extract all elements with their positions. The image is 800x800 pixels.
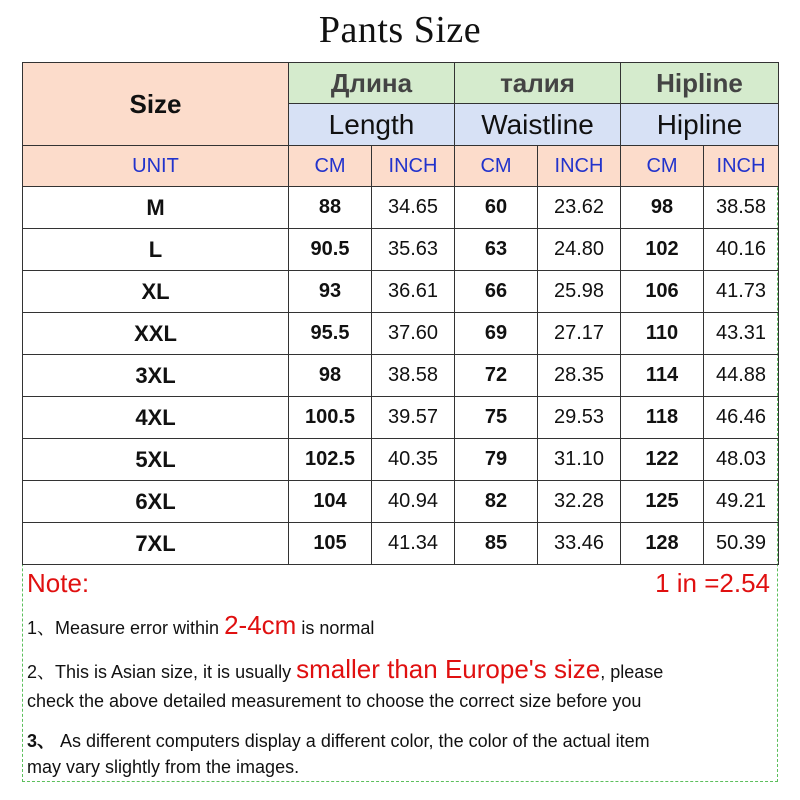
table-row: [23, 523, 779, 565]
unit-cell: CM: [621, 146, 704, 187]
size-cell: 7XL: [23, 523, 289, 565]
inch-cell: 32.28: [538, 481, 621, 523]
note-1-highlight: 2-4cm: [224, 610, 297, 640]
inch-cell: 25.98: [538, 271, 621, 313]
inch-cell: 48.03: [704, 439, 779, 481]
cm-cell: 63: [455, 229, 538, 271]
cm-cell: 102: [621, 229, 704, 271]
cm-cell: 98: [621, 187, 704, 229]
cm-cell: 110: [621, 313, 704, 355]
cm-cell: 72: [455, 355, 538, 397]
cm-cell: 98: [289, 355, 372, 397]
cm-cell: 88: [289, 187, 372, 229]
cm-cell: 85: [455, 523, 538, 565]
unit-row: [23, 146, 779, 187]
cm-cell: 128: [621, 523, 704, 565]
note-2-highlight: smaller than Europe's size: [296, 654, 601, 684]
table-row: [23, 439, 779, 481]
note-2-prefix: 2、This is Asian size, it is usually: [27, 662, 297, 682]
length-header-en: Length: [289, 104, 455, 146]
cm-cell: 122: [621, 439, 704, 481]
note-2-line-2: check the above detailed measurement to choose the correct size before you: [27, 691, 642, 711]
inch-cell: 27.17: [538, 313, 621, 355]
inch-cell: 33.46: [538, 523, 621, 565]
page-title: Pants Size: [318, 9, 482, 51]
cm-cell: 82: [455, 481, 538, 523]
size-cell: XL: [23, 271, 289, 313]
inch-cell: 40.16: [704, 229, 779, 271]
size-cell: XXL: [23, 313, 289, 355]
waist-header-en: Waistline: [455, 104, 621, 146]
size-cell: 6XL: [23, 481, 289, 523]
table-row: [23, 313, 779, 355]
size-table: [22, 62, 779, 565]
note-1-suffix: is normal: [296, 618, 375, 638]
inch-cell: 50.39: [704, 523, 779, 565]
cm-cell: 125: [621, 481, 704, 523]
table-row: [23, 187, 779, 229]
cm-cell: 75: [455, 397, 538, 439]
size-cell: M: [23, 187, 289, 229]
cm-cell: 90.5: [289, 229, 372, 271]
inch-cell: 39.57: [372, 397, 455, 439]
inch-cell: 37.60: [372, 313, 455, 355]
note-1-prefix: 1、Measure error within: [27, 618, 225, 638]
note-3-line-1: As different computers display a different color, the color of the actual item: [55, 731, 650, 751]
inch-cell: 38.58: [704, 187, 779, 229]
inch-cell: 36.61: [372, 271, 455, 313]
cm-cell: 69: [455, 313, 538, 355]
unit-cell: CM: [455, 146, 538, 187]
cm-cell: 95.5: [289, 313, 372, 355]
hip-header-en: Hipline: [621, 104, 779, 146]
inch-cell: 23.62: [538, 187, 621, 229]
note-label: Note:: [27, 568, 90, 598]
conversion-note: 1 in =2.54: [655, 568, 770, 598]
cm-cell: 100.5: [289, 397, 372, 439]
size-cell: 4XL: [23, 397, 289, 439]
cm-cell: 60: [455, 187, 538, 229]
inch-cell: 34.65: [372, 187, 455, 229]
cm-cell: 106: [621, 271, 704, 313]
note-3-number: 3、: [27, 731, 56, 751]
hip-header-ru: Hipline: [621, 63, 779, 104]
cm-cell: 104: [289, 481, 372, 523]
table-row: [23, 355, 779, 397]
waist-header-ru: талия: [455, 63, 621, 104]
table-row: [23, 271, 779, 313]
note-1: [27, 612, 374, 641]
cm-cell: 66: [455, 271, 538, 313]
inch-cell: 44.88: [704, 355, 779, 397]
note-2-suffix: , please: [600, 662, 664, 682]
inch-cell: 31.10: [538, 439, 621, 481]
notes-section: [22, 568, 778, 782]
cm-cell: 118: [621, 397, 704, 439]
inch-cell: 40.94: [372, 481, 455, 523]
inch-cell: 46.46: [704, 397, 779, 439]
unit-cell: INCH: [538, 146, 621, 187]
note-3: [27, 728, 650, 754]
unit-cell: INCH: [372, 146, 455, 187]
size-cell: L: [23, 229, 289, 271]
inch-cell: 38.58: [372, 355, 455, 397]
cm-cell: 93: [289, 271, 372, 313]
table-row: [23, 397, 779, 439]
cm-cell: 114: [621, 355, 704, 397]
size-cell: 5XL: [23, 439, 289, 481]
inch-cell: 24.80: [538, 229, 621, 271]
unit-label: UNIT: [23, 146, 289, 187]
unit-cell: CM: [289, 146, 372, 187]
note-3-line-2: may vary slightly from the images.: [27, 757, 300, 777]
inch-cell: 43.31: [704, 313, 779, 355]
size-header: Size: [23, 63, 289, 146]
cm-cell: 102.5: [289, 439, 372, 481]
inch-cell: 41.73: [704, 271, 779, 313]
inch-cell: 28.35: [538, 355, 621, 397]
size-cell: 3XL: [23, 355, 289, 397]
table-row: [23, 229, 779, 271]
note-2: [27, 656, 663, 685]
cm-cell: 105: [289, 523, 372, 565]
inch-cell: 49.21: [704, 481, 779, 523]
inch-cell: 40.35: [372, 439, 455, 481]
inch-cell: 29.53: [538, 397, 621, 439]
unit-cell: INCH: [704, 146, 779, 187]
inch-cell: 35.63: [372, 229, 455, 271]
cm-cell: 79: [455, 439, 538, 481]
length-header-ru: Длина: [289, 63, 455, 104]
inch-cell: 41.34: [372, 523, 455, 565]
table-row: [23, 481, 779, 523]
